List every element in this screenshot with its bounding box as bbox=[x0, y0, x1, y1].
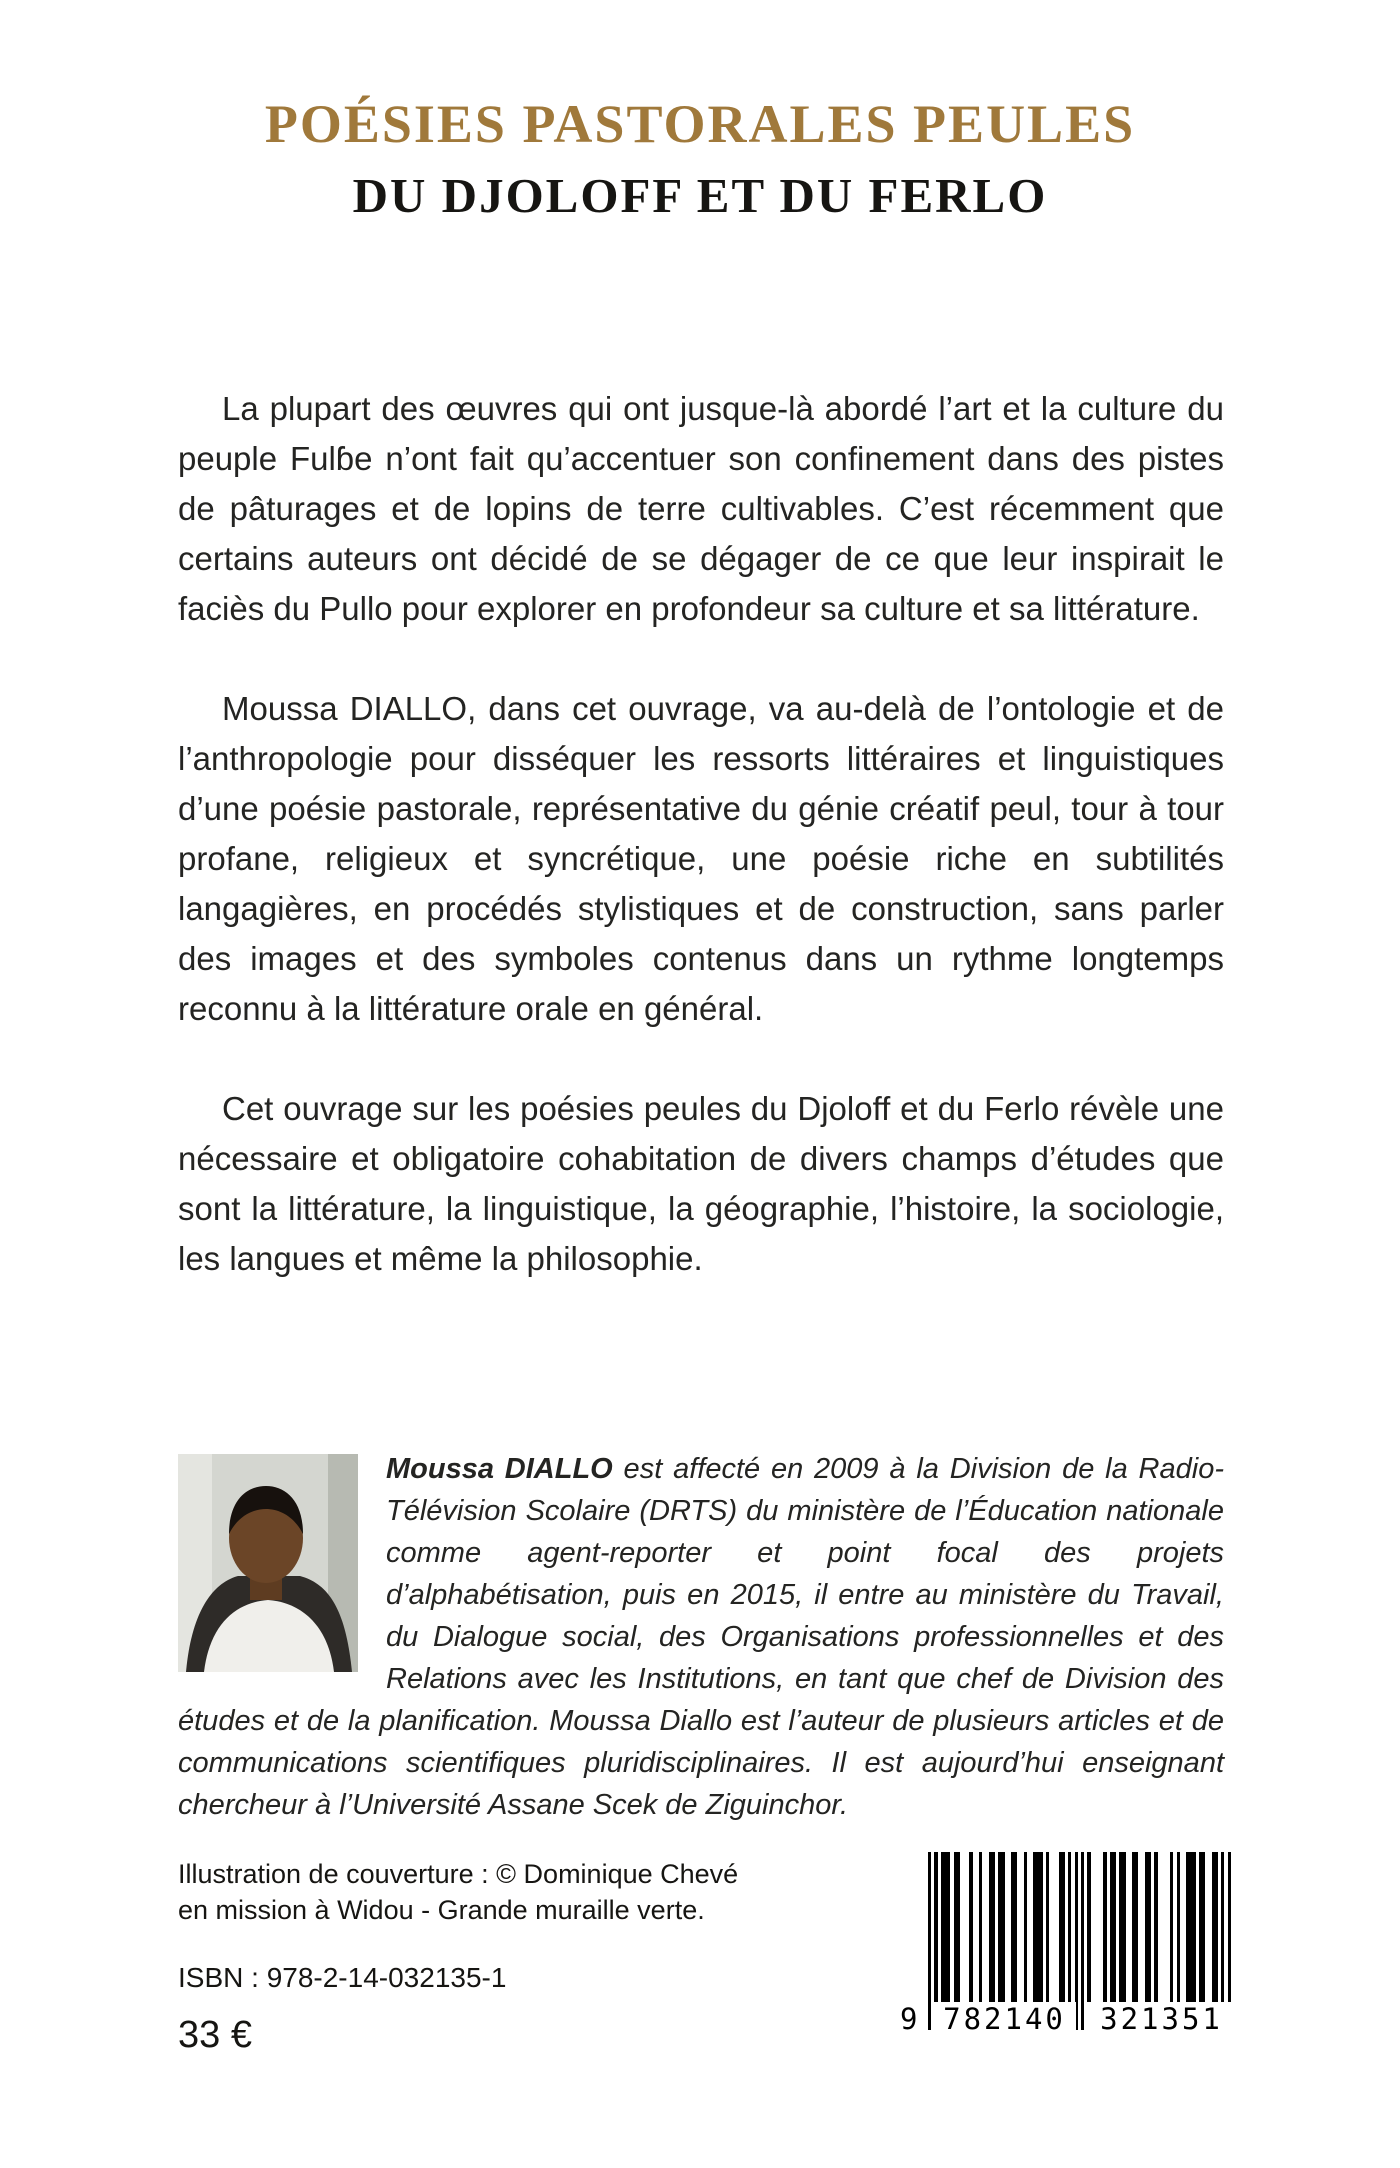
book-title: POÉSIES PASTORALES PEULES bbox=[264, 94, 1136, 154]
author-name: Moussa DIALLO bbox=[386, 1453, 613, 1485]
barcode bbox=[900, 1852, 1240, 2066]
synopsis-paragraph-2: Moussa DIALLO, dans cet ouvrage, va au-delà de l’ontologie et de l’anthropologie pour disséquer les ressorts littéraires et linguistiques d’une poésie pastorale, représentative du génie créatif peul, tour à tour profane, religieux et syncrétique, une poésie riche en subtilités langagières, en procédés stylistiques et de construction, sans parler des images et des symboles contenus dans un rythme longtemps reconnu à la littérature orale en général. bbox=[178, 690, 1224, 1027]
isbn: ISBN : 978-2-14-032135-1 bbox=[178, 1962, 507, 1993]
author-bio bbox=[178, 1448, 1224, 1826]
illustration-credit bbox=[178, 1856, 738, 1928]
synopsis-paragraph-3: Cet ouvrage sur les poésies peules du Djoloff et du Ferlo révèle une nécessaire et obligatoire cohabitation de divers champs d’études que sont la littérature, la linguistique, la géographie, l’histoire, la sociologie, les langues et même la philosophie. bbox=[178, 1090, 1224, 1277]
illustration-credit-line1: Illustration de couverture : © Dominique Chevé bbox=[178, 1859, 739, 1889]
author-bio-text: est affecté en 2009 à la Division de la Radio-Télévision Scolaire (DRTS) du ministère de l’Éducation nationale comme agent-reporter et point focal des projets d’alphabétisation, puis en 2015, il entre au ministère du Travail, du Dialogue social, des Organisations professionnelles et des Relations avec les Institutions, en tant que chef de Division des études et de la planification. Moussa Diallo est l’auteur de plusieurs articles et de communications scientifiques pluridisciplinaires. Il est aujourd’hui enseignant chercheur à l’Université Assane Scek de Ziguinchor. bbox=[178, 1453, 1224, 1821]
title-block bbox=[0, 92, 1400, 226]
synopsis-paragraph-1: La plupart des œuvres qui ont jusque-là abordé l’art et la culture du peuple Fulɓe n’ont fait qu’accentuer son confinement dans des pistes de pâturages et de lopins de terre cultivables. C’est récemment que certains auteurs ont décidé de se dégager de ce que leur inspirait le faciès du Pullo pour explorer en profondeur sa culture et sa littérature. bbox=[178, 390, 1224, 627]
price: 33 € bbox=[178, 2014, 252, 2056]
illustration-credit-line2: en mission à Widou - Grande muraille verte. bbox=[178, 1895, 705, 1925]
synopsis bbox=[178, 384, 1224, 1334]
barcode-number: 9 782140 321351 bbox=[900, 2002, 1240, 2036]
author-photo bbox=[178, 1454, 358, 1672]
book-subtitle: DU DJOLOFF ET DU FERLO bbox=[352, 168, 1048, 223]
